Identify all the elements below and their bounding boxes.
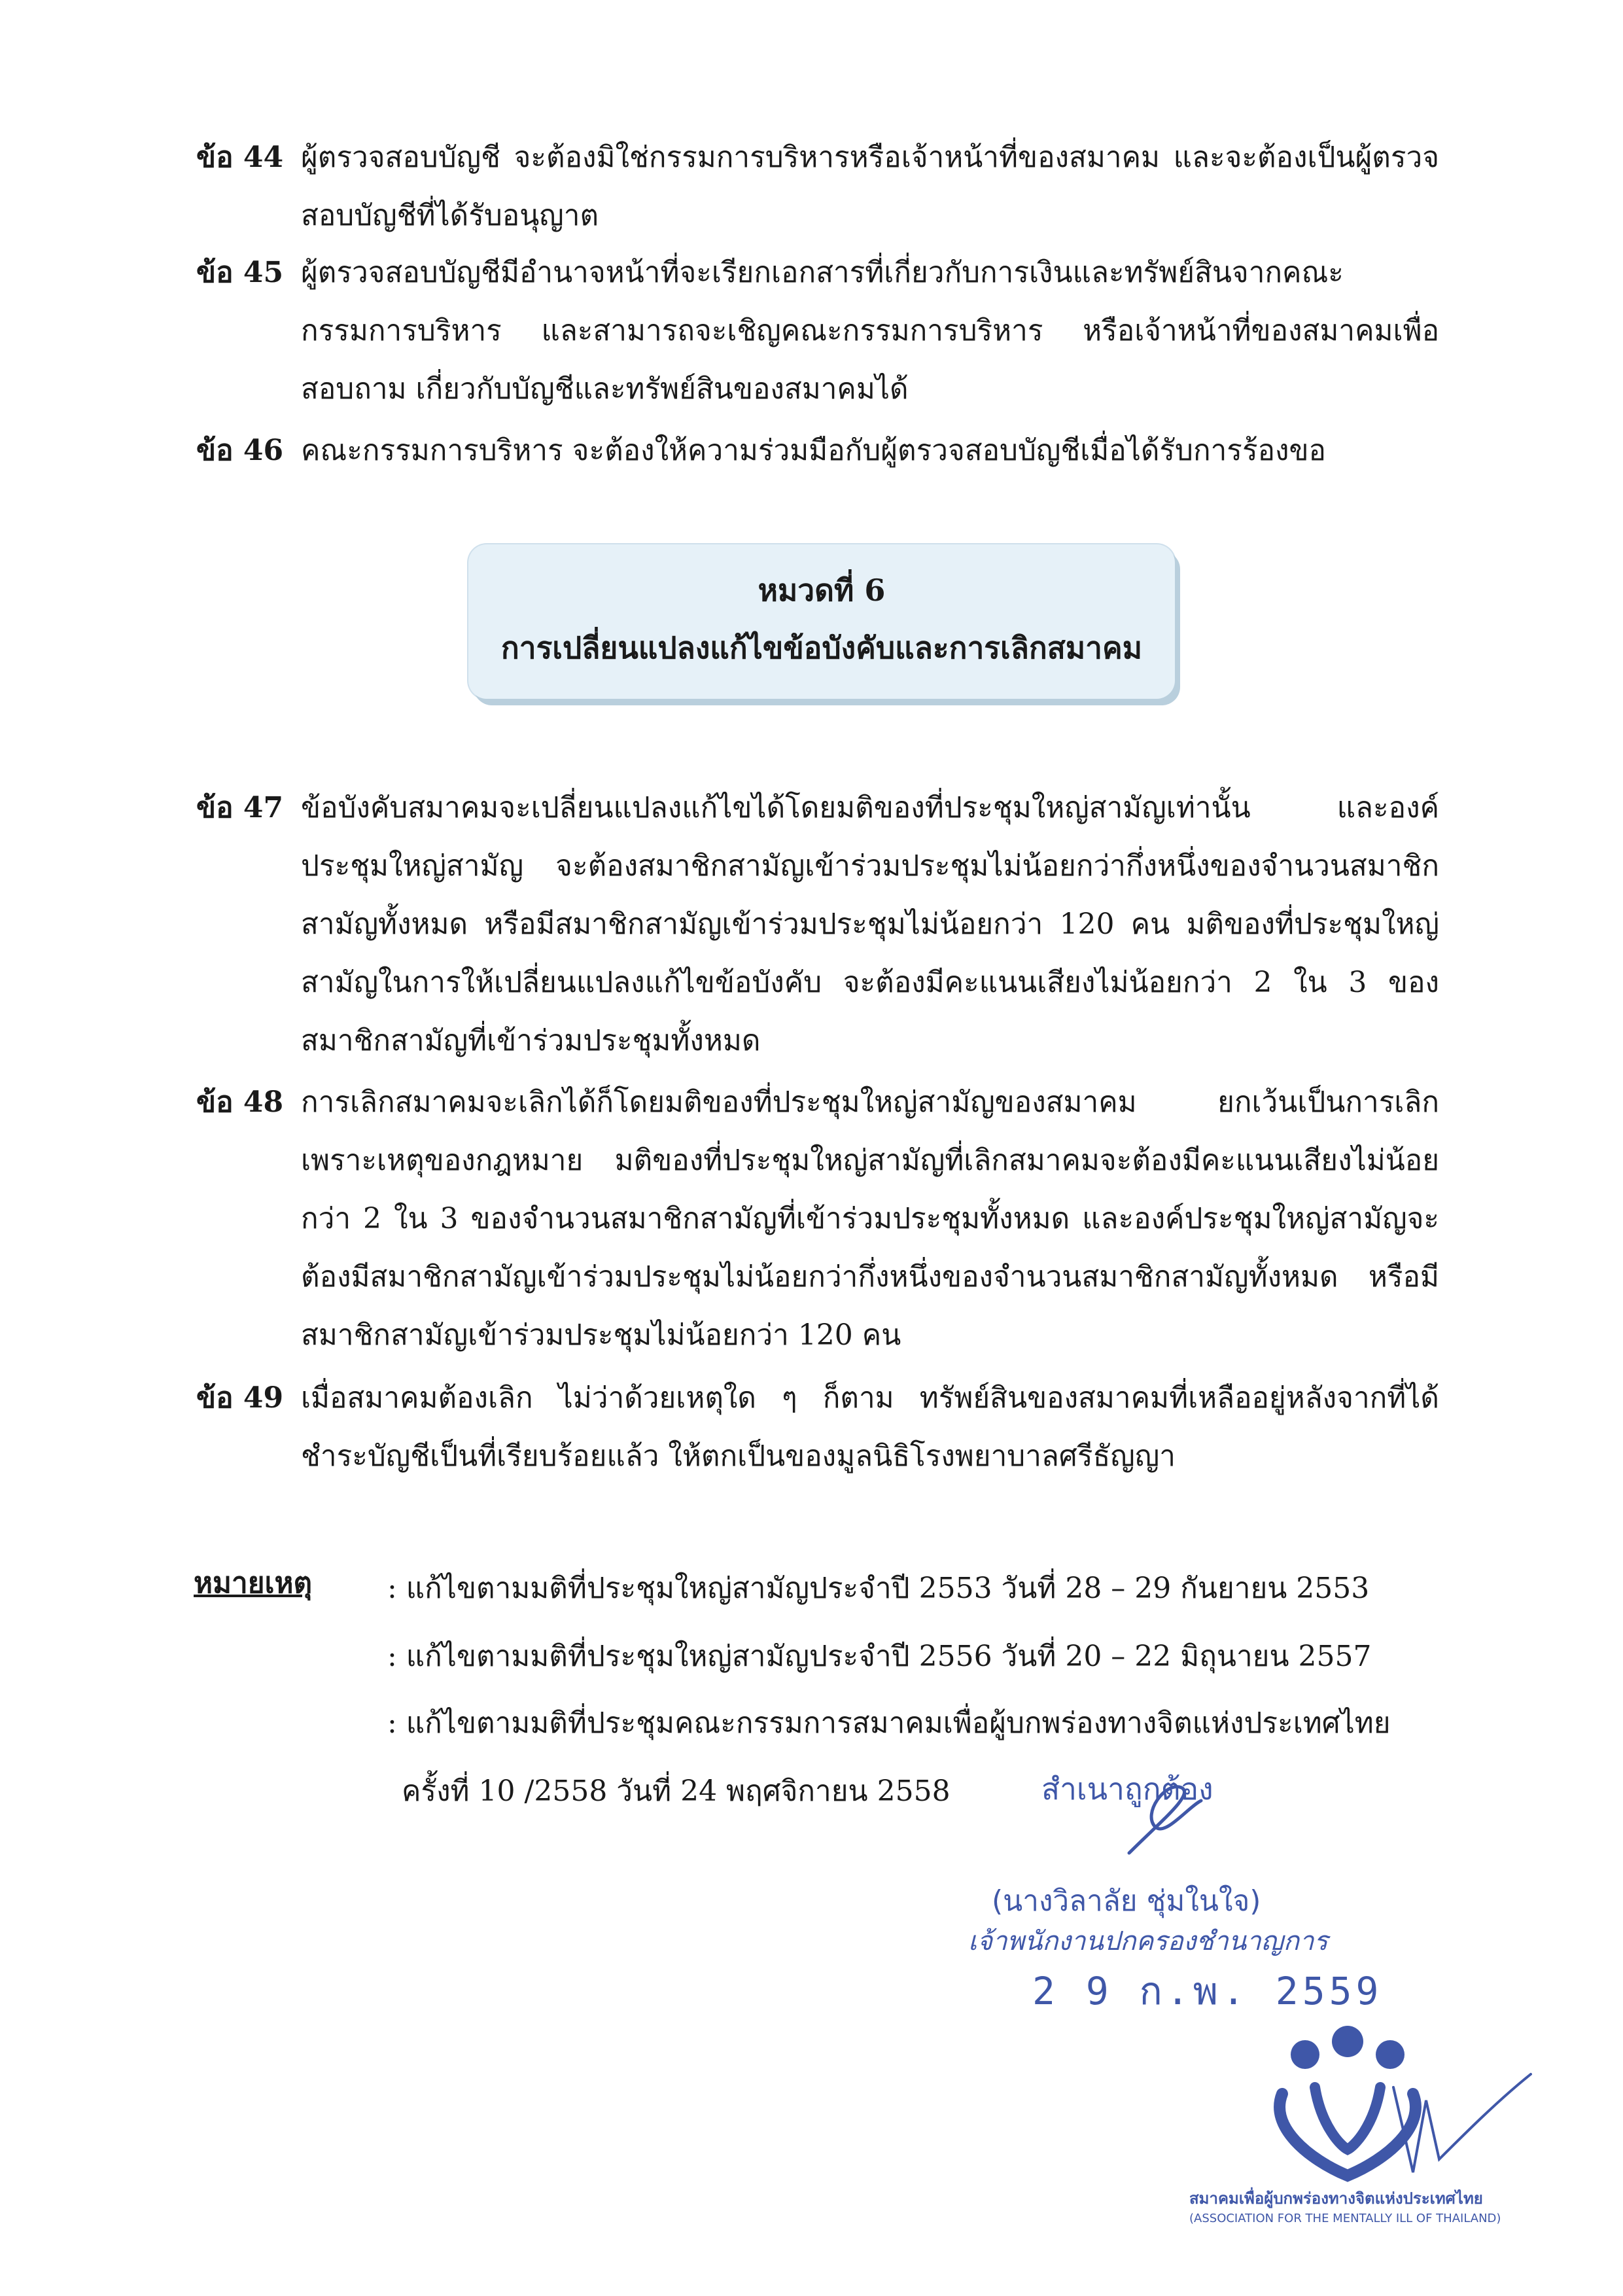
clause-text: ผู้ตรวจสอบบัญชี จะต้องมิใช่กรรมการบริหารหรือเจ้าหน้าที่ของสมาคม และจะต้องเป็นผู้ตรวจสอบบัญชีที่ได้รับอนุญาต [301,141,1439,232]
logo-caption-thai: สมาคมเพื่อผู้บกพร่องทางจิตแห่งประเทศไทย [1189,2189,1483,2208]
clause-text: เมื่อสมาคมต้องเลิก ไม่ว่าด้วยเหตุใด ๆ ก็ตาม ทรัพย์สินของสมาคมที่เหลืออยู่หลังจากที่ได้ชำระบัญชีเป็นที่เรียบร้อยแล้ว ให้ตกเป็นของมูลนิธิโรงพยาบาลศรีธัญญา [301,1381,1439,1473]
clause-text: การเลิกสมาคมจะเลิกได้ก็โดยมติของที่ประชุมใหญ่สามัญของสมาคม ยกเว้นเป็นการเลิกเพราะเหตุของกฎหมาย มติของที่ประชุมใหญ่สามัญที่เลิกสมาคมจะต้องมีคะแนนเสียงไม่น้อยกว่า 2 ใน 3 ของจำนวนสมาชิกสามัญที่เข้าร่วมประชุมทั้งหมด และองค์ประชุมใหญ่สามัญจะต้องมีสมาชิกสามัญเข้าร่วมประชุมไม่น้อยกว่ากึ่งหนึ่งของจำนวนสมาชิกสามัญทั้งหมด หรือมีสมาชิกสามัญเข้าร่วมประชุมไม่น้อยกว่า 120 คน [301,1086,1439,1352]
chapter-heading-box [468,544,1175,699]
certification-date: 2 9 ก.พ. 2559 [1032,1969,1383,2013]
clause-number: ข้อ 46 [196,434,284,467]
note-line: : แก้ไขตามมติที่ประชุมคณะกรรมการสมาคมเพื่อผู้บกพร่องทางจิตแห่งประเทศไทย [387,1706,1391,1740]
clause-number: ข้อ 44 [196,141,284,174]
note-line: : แก้ไขตามมติที่ประชุมใหญ่สามัญประจำปี 2553 วันที่ 28 – 29 กันยายน 2553 [387,1572,1370,1605]
clause-number: ข้อ 47 [196,791,284,824]
clause-46 [196,421,1439,480]
clause-number: ข้อ 48 [196,1086,284,1119]
note-line: ครั้งที่ 10 /2558 วันที่ 24 พฤศจิกายน 2558 [402,1775,951,1808]
clause-49 [196,1369,1439,1485]
chapter-title: การเปลี่ยนแปลงแก้ไขข้อบังคับและการเลิกสมาคม [500,630,1143,665]
certifier-name: (นางวิลาลัย ชุ่มในใจ) [992,1884,1261,1918]
note-line: : แก้ไขตามมติที่ประชุมใหญ่สามัญประจำปี 2556 วันที่ 20 – 22 มิถุนายน 2557 [387,1640,1372,1673]
clause-text: ข้อบังคับสมาคมจะเปลี่ยนแปลงแก้ไขได้โดยมติของที่ประชุมใหญ่สามัญเท่านั้น และองค์ประชุมใหญ่สามัญ จะต้องสมาชิกสามัญเข้าร่วมประชุมไม่น้อยกว่ากึ่งหนึ่งของจำนวนสมาชิกสามัญทั้งหมด หรือมีสมาชิกสามัญเข้าร่วมประชุมไม่น้อยกว่า 120 คน มติของที่ประชุมใหญ่สามัญในการให้เปลี่ยนแปลงแก้ไขข้อบังคับ จะต้องมีคะแนนเสียงไม่น้อยกว่า 2 ใน 3 ของสมาชิกสามัญที่เข้าร่วมประชุมทั้งหมด [301,791,1439,1057]
clause-47 [196,779,1439,1070]
chapter-number: หมวดที่ 6 [758,573,886,608]
clause-text: ผู้ตรวจสอบบัญชีมีอำนาจหน้าที่จะเรียกเอกสารที่เกี่ยวกับการเงินและทรัพย์สินจากคณะกรรมการบริหาร และสามารถจะเชิญคณะกรรมการบริหาร หรือเจ้าหน้าที่ของสมาคมเพื่อสอบถาม เกี่ยวกับบัญชีและทรัพย์สินของสมาคมได้ [301,256,1439,406]
notes-label: หมายเหตุ [194,1566,313,1600]
clause-text: คณะกรรมการบริหาร จะต้องให้ความร่วมมือกับผู้ตรวจสอบบัญชีเมื่อได้รับการร้องขอ [301,434,1326,467]
logo-caption-english: (ASSOCIATION FOR THE MENTALLY ILL OF THAILAND) [1189,2212,1501,2225]
certifier-position: เจ้าพนักงานปกครองชำนาญการ [968,1926,1328,1956]
clause-44 [196,128,1439,245]
clause-number: ข้อ 49 [196,1381,284,1415]
clause-number: ข้อ 45 [196,256,284,289]
signature-mark [1103,1781,1208,1860]
handwritten-signature [1387,2061,1537,2179]
clause-45 [196,243,1439,418]
clause-48 [196,1073,1439,1364]
certification-text: สำเนาถูกต้อง [1041,1771,1213,1807]
